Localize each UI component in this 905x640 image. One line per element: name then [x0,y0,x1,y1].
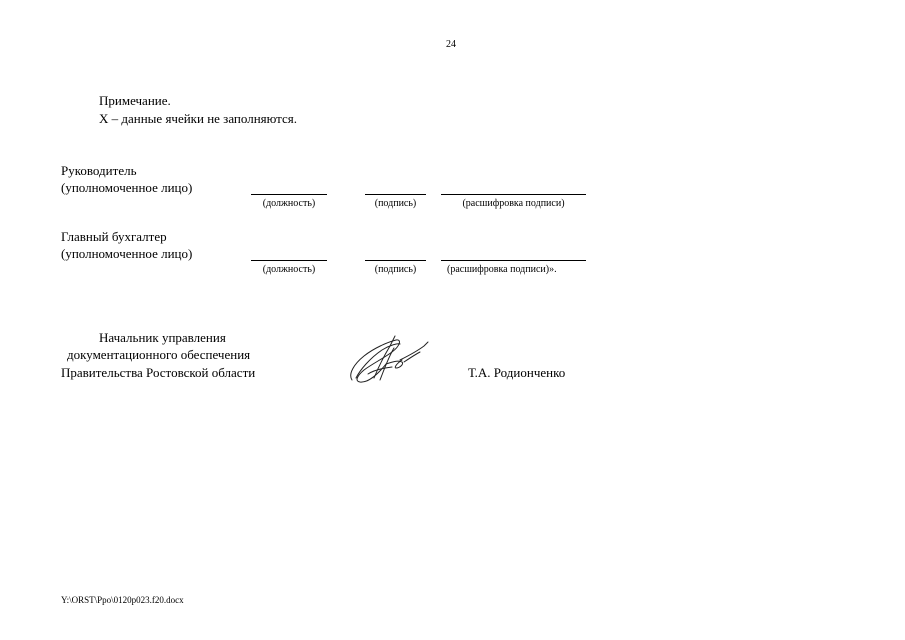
signatory-title-line1: Начальник управления [99,330,226,345]
name-caption: (расшифровка подписи) [462,198,565,209]
position-line [251,260,327,261]
signature-line [365,260,426,261]
position-line [251,194,327,195]
file-path: Y:\ORST\Ppo\0120p023.f20.docx [61,595,184,605]
signatory-name: Т.А. Родионченко [468,365,566,380]
signature-caption: (подпись) [374,198,417,209]
page-number: 24 [446,39,456,50]
name-line [441,260,586,261]
role-subtitle: (уполномоченное лицо) [61,246,193,261]
handwritten-signature [344,334,430,388]
position-caption: (должность) [262,264,316,275]
signatory-title-line2: документационного обеспечения [67,347,251,362]
role-title: Главный бухгалтер [61,229,167,244]
name-caption: (расшифровка подписи)». [447,264,557,275]
signature-caption: (подпись) [374,264,417,275]
signature-line [365,194,426,195]
note-heading: Примечание. [99,93,171,108]
position-caption: (должность) [262,198,316,209]
name-line [441,194,586,195]
role-title: Руководитель [61,163,137,178]
signatory-title-line3: Правительства Ростовской области [61,365,256,380]
note-text: Х – данные ячейки не заполняются. [99,111,298,126]
role-subtitle: (уполномоченное лицо) [61,180,193,195]
